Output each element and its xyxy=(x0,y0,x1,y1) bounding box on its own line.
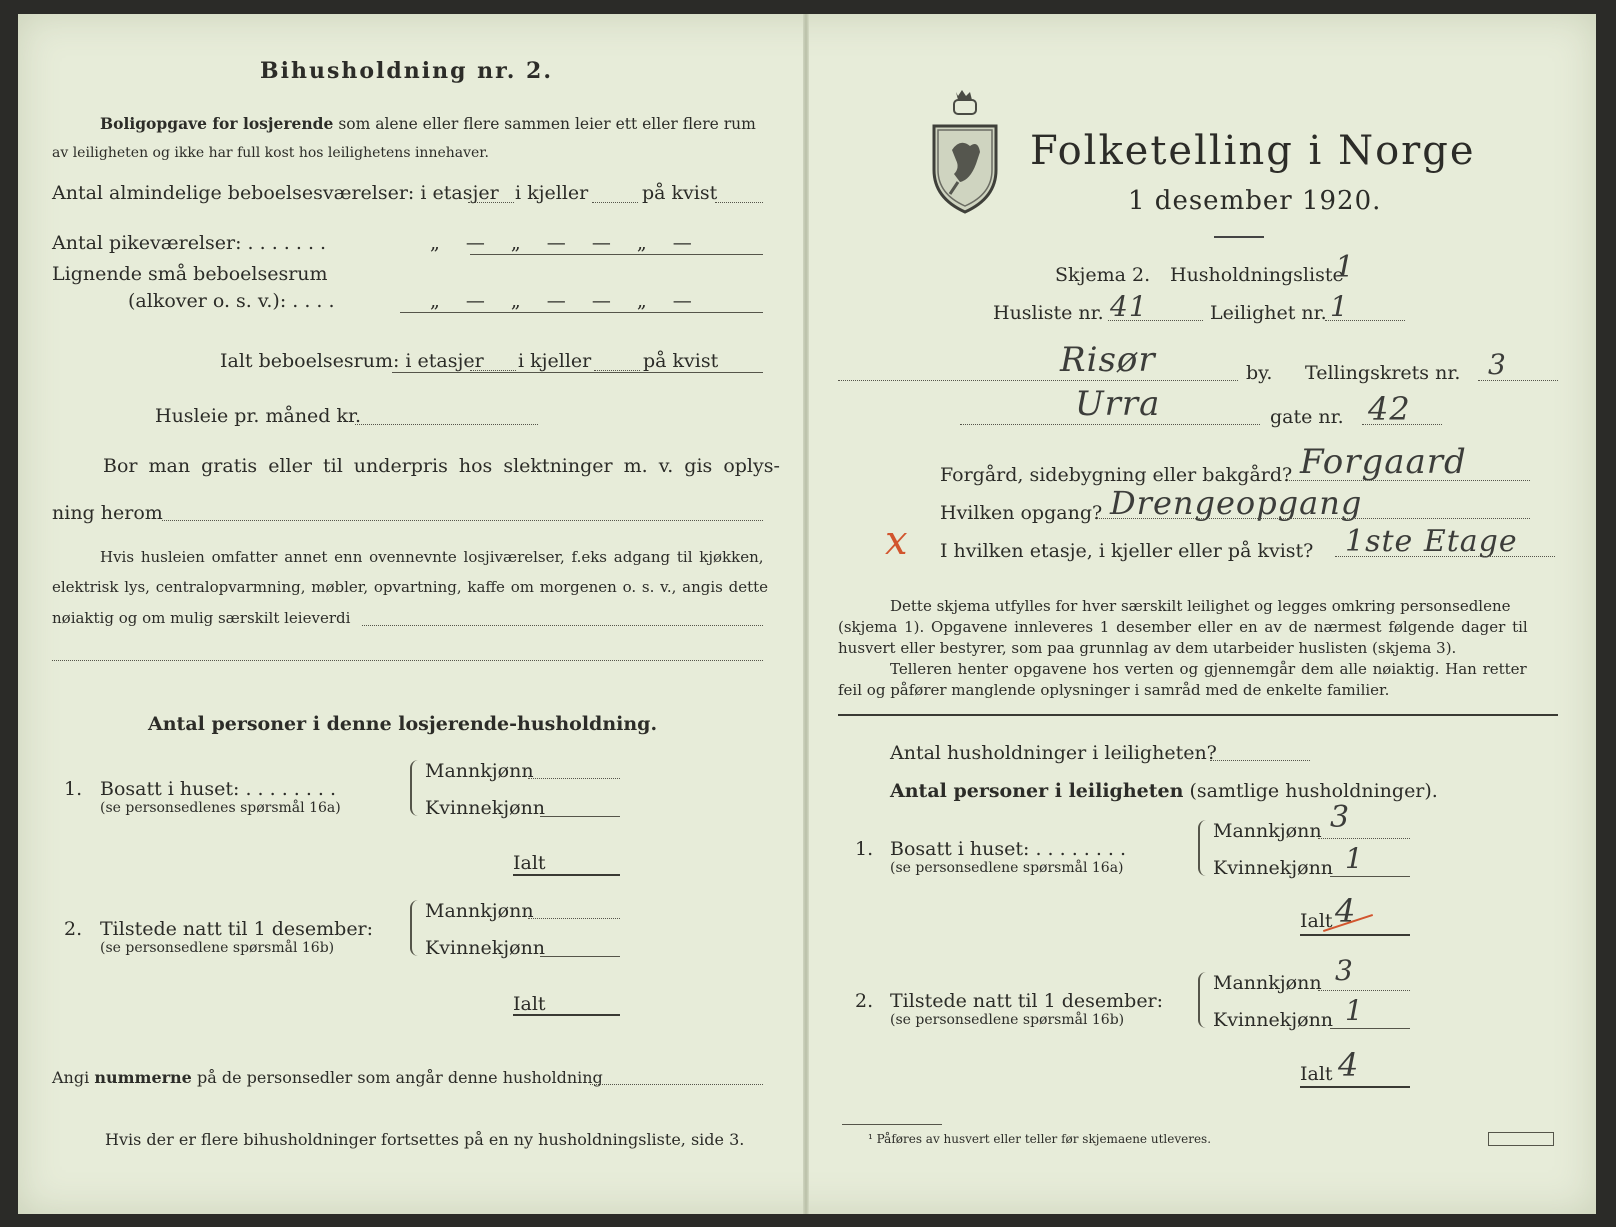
hvis-line-1: Hvis husleien omfatter annet enn ovennevnte losjiværelser, f.eks adgang til kjøkken, xyxy=(100,548,764,566)
right-q2-ialt-label: Ialt xyxy=(1300,1063,1333,1085)
right-q2-kvinne-field xyxy=(1330,1028,1410,1029)
right-q2-mann-field xyxy=(1318,990,1410,991)
intro-bold: Boligopgave for losjerende xyxy=(100,114,334,133)
footnote: ¹ Påføres av husvert eller teller før skjemaene utleveres. xyxy=(868,1132,1212,1146)
left-q2-brace xyxy=(410,900,420,956)
lignende-field xyxy=(400,312,763,313)
bor-line-2: ning herom xyxy=(52,502,163,524)
antal-pers-rest: (samtlige husholdninger). xyxy=(1189,780,1438,802)
opgang-value: Drengeopgang xyxy=(1110,484,1363,522)
angi-post: på de personsedler som angår denne husholdning xyxy=(196,1068,603,1087)
right-title: Folketelling i Norge xyxy=(1030,128,1476,174)
right-q1-kvinne-value: 1 xyxy=(1345,842,1364,875)
by-label: by. xyxy=(1246,362,1273,384)
left-q2-num: 2. xyxy=(64,918,83,940)
gate-field xyxy=(960,424,1260,425)
instr-line-5: feil og påfører manglende oplysninger i samråd med de enkelte familier. xyxy=(838,681,1390,699)
right-q2-ialt-value: 4 xyxy=(1338,1046,1360,1084)
antal-pers-line xyxy=(890,780,1438,802)
right-q2-num: 2. xyxy=(855,990,874,1012)
center-fold xyxy=(803,14,809,1214)
footnote-rule xyxy=(842,1124,942,1125)
antal-hush-field xyxy=(1210,760,1310,761)
left-q2-ialt-label: Ialt xyxy=(513,993,546,1015)
leilighet-label: Leilighet nr. xyxy=(1210,302,1327,324)
left-q1-num: 1. xyxy=(64,778,83,800)
instr-line-1: Dette skjema utfylles for hver særskilt leilighet og legges omkring personsedlene xyxy=(890,597,1511,615)
lignende-ditto: „ — „ — — „ — xyxy=(430,290,692,312)
left-q2-mann-field xyxy=(528,918,620,919)
right-q2-mann-value: 3 xyxy=(1335,954,1354,987)
etasje-value: 1ste Etage xyxy=(1345,524,1518,559)
intro-line-1 xyxy=(100,114,756,133)
right-q1-kvinne-field xyxy=(1330,876,1410,877)
forgard-value: Forgaard xyxy=(1300,442,1467,482)
gate-nr-value: 42 xyxy=(1368,390,1411,428)
antal-pers-bold: Antal personer i leiligheten xyxy=(890,780,1184,802)
forgard-label: Forgård, sidebygning eller bakgård? xyxy=(940,464,1293,486)
ialt-kjeller-field xyxy=(594,370,640,371)
left-q2-label: Tilstede natt til 1 desember: xyxy=(100,918,374,940)
left-q1-brace xyxy=(410,760,420,816)
leilighet-value: 1 xyxy=(1330,290,1349,323)
right-q1-sub: (se personsedlene spørsmål 16a) xyxy=(890,860,1124,876)
ialt-etasjer-field xyxy=(470,370,516,371)
leilighet-field xyxy=(1325,320,1405,321)
title-rule xyxy=(1214,236,1264,238)
left-q1-sub: (se personsedlenes spørsmål 16a) xyxy=(100,800,341,816)
rooms-label: Antal almindelige beboelsesværelser: i etasjer xyxy=(52,182,499,204)
skjema-label: Skjema 2. xyxy=(1055,264,1151,286)
tellingskrets-field xyxy=(1478,380,1558,381)
gate-label: gate nr. xyxy=(1270,406,1344,428)
right-date: 1 desember 1920. xyxy=(1128,186,1382,216)
right-q1-label: Bosatt i huset: . . . . . . . . xyxy=(890,838,1127,860)
angi-field xyxy=(590,1084,763,1085)
red-check-mark: x xyxy=(885,518,909,564)
intro-rest: som alene eller flere sammen leier ett eller flere rum xyxy=(338,115,756,133)
etasje-field xyxy=(1335,556,1555,557)
right-q1-mann-label: Mannkjønn xyxy=(1213,820,1322,842)
left-q1-label: Bosatt i huset: . . . . . . . . xyxy=(100,778,337,800)
right-q2-sub: (se personsedlene spørsmål 16b) xyxy=(890,1012,1125,1028)
intro-line-2: av leiligheten og ikke har full kost hos leilighetens innehaver. xyxy=(52,145,489,161)
right-q2-kvinne-value: 1 xyxy=(1345,994,1364,1027)
right-q1-brace xyxy=(1198,820,1208,876)
pike-label: Antal pikeværelser: . . . . . . . xyxy=(52,232,327,254)
coat-of-arms-icon xyxy=(930,90,1000,214)
by-value: Risør xyxy=(1060,340,1156,380)
gate-value: Urra xyxy=(1075,384,1161,424)
right-q2-kvinne-label: Kvinnekjønn xyxy=(1213,1009,1334,1031)
instr-line-3: husvert eller bestyrer, som paa grunnlag av dem utarbeider huslisten (skjema 3). xyxy=(838,639,1457,657)
gate-nr-field xyxy=(1362,424,1442,425)
rooms-kjeller-label: i kjeller xyxy=(515,182,589,204)
right-q2-ialt-field xyxy=(1300,1086,1410,1088)
leieverdi-field-2 xyxy=(52,660,763,661)
husleie-field xyxy=(355,424,538,425)
tellingskrets-label: Tellingskrets nr. xyxy=(1305,362,1461,384)
angi-line xyxy=(52,1068,603,1087)
by-field xyxy=(838,380,1238,381)
forgard-field xyxy=(1285,480,1530,481)
hvis-line-3: nøiaktig og om mulig særskilt leieverdi xyxy=(52,609,351,627)
hvis-line-2: elektrisk lys, centralopvarmning, møbler, opvartning, kaffe om morgenen o. s. v., angis dette xyxy=(52,578,769,596)
instr-rule xyxy=(838,714,1558,716)
right-q1-mann-value: 3 xyxy=(1330,800,1351,835)
right-q1-num: 1. xyxy=(855,838,874,860)
left-q1-ialt-label: Ialt xyxy=(513,852,546,874)
ialt-kjeller-label: i kjeller xyxy=(518,350,592,372)
ialt-underline xyxy=(392,372,763,373)
right-q2-mann-label: Mannkjønn xyxy=(1213,972,1322,994)
bor-field xyxy=(162,520,763,521)
ialt-rooms-label: Ialt beboelsesrum: i etasjer xyxy=(220,350,484,372)
right-q1-mann-field xyxy=(1318,838,1410,839)
angi-pre: Angi xyxy=(52,1068,90,1087)
tellingskrets-value: 3 xyxy=(1488,348,1507,381)
husliste-label: Husliste nr. xyxy=(993,302,1104,324)
left-q2-ialt-field xyxy=(513,1014,620,1016)
left-q1-mann-field xyxy=(528,778,620,779)
husholdningsliste-label: Husholdningsliste xyxy=(1170,264,1344,286)
rooms-kvist-label: på kvist xyxy=(642,182,718,204)
right-q1-ialt-label: Ialt xyxy=(1300,910,1333,932)
left-antal-heading: Antal personer i denne losjerende-husholdning. xyxy=(148,713,658,735)
left-q2-mann-label: Mannkjønn xyxy=(425,900,534,922)
ialt-kvist-label: på kvist xyxy=(643,350,719,372)
bor-line-1: Bor man gratis eller til underpris hos slektninger m. v. gis oplys- xyxy=(103,455,780,477)
left-q2-kvinne-field xyxy=(540,956,620,957)
left-q1-ialt-field xyxy=(513,874,620,876)
husliste-value: 41 xyxy=(1110,290,1148,323)
pike-ditto: „ — „ — — „ — xyxy=(430,232,692,254)
lignende-label-2: (alkover o. s. v.): . . . . xyxy=(128,290,335,312)
lignende-label-1: Lignende små beboelsesrum xyxy=(52,263,328,285)
right-q1-ialt-field xyxy=(1300,934,1410,936)
opgang-label: Hvilken opgang? xyxy=(940,502,1103,524)
left-q1-kvinne-label: Kvinnekjønn xyxy=(425,797,546,819)
etasje-label: I hvilken etasje, i kjeller eller på kvist? xyxy=(940,540,1314,562)
husleie-label: Husleie pr. måned kr. xyxy=(155,405,362,427)
right-q1-kvinne-label: Kvinnekjønn xyxy=(1213,857,1334,879)
husliste-field xyxy=(1108,320,1203,321)
rooms-kjeller-field xyxy=(592,202,638,203)
pike-field xyxy=(470,254,763,255)
printer-stamp xyxy=(1488,1132,1554,1146)
left-q1-mann-label: Mannkjønn xyxy=(425,760,534,782)
opgang-field xyxy=(1095,518,1530,519)
instr-line-4: Telleren henter opgavene hos verten og gjennemgår dem alle nøiaktig. Han retter xyxy=(890,660,1527,678)
left-title: Bihusholdning nr. 2. xyxy=(260,58,553,84)
rooms-etasjer-field xyxy=(468,202,514,203)
left-q2-sub: (se personsedlene spørsmål 16b) xyxy=(100,940,335,956)
right-q2-brace xyxy=(1198,972,1208,1028)
right-q1-ialt-value: 4 xyxy=(1335,892,1357,930)
antal-hush-label: Antal husholdninger i leiligheten? xyxy=(890,742,1217,764)
left-footer: Hvis der er flere bihusholdninger fortsettes på en ny husholdningsliste, side 3. xyxy=(105,1130,745,1149)
rooms-kvist-field xyxy=(715,202,763,203)
husholdningsliste-value: 1 xyxy=(1335,250,1356,285)
right-q2-label: Tilstede natt til 1 desember: xyxy=(890,990,1164,1012)
leieverdi-field xyxy=(362,625,763,626)
left-q1-kvinne-field xyxy=(540,816,620,817)
instr-line-2: (skjema 1). Opgavene innleveres 1 desember eller en av de nærmest følgende dager til xyxy=(838,618,1528,636)
left-q2-kvinne-label: Kvinnekjønn xyxy=(425,937,546,959)
angi-bold: nummerne xyxy=(94,1068,192,1087)
